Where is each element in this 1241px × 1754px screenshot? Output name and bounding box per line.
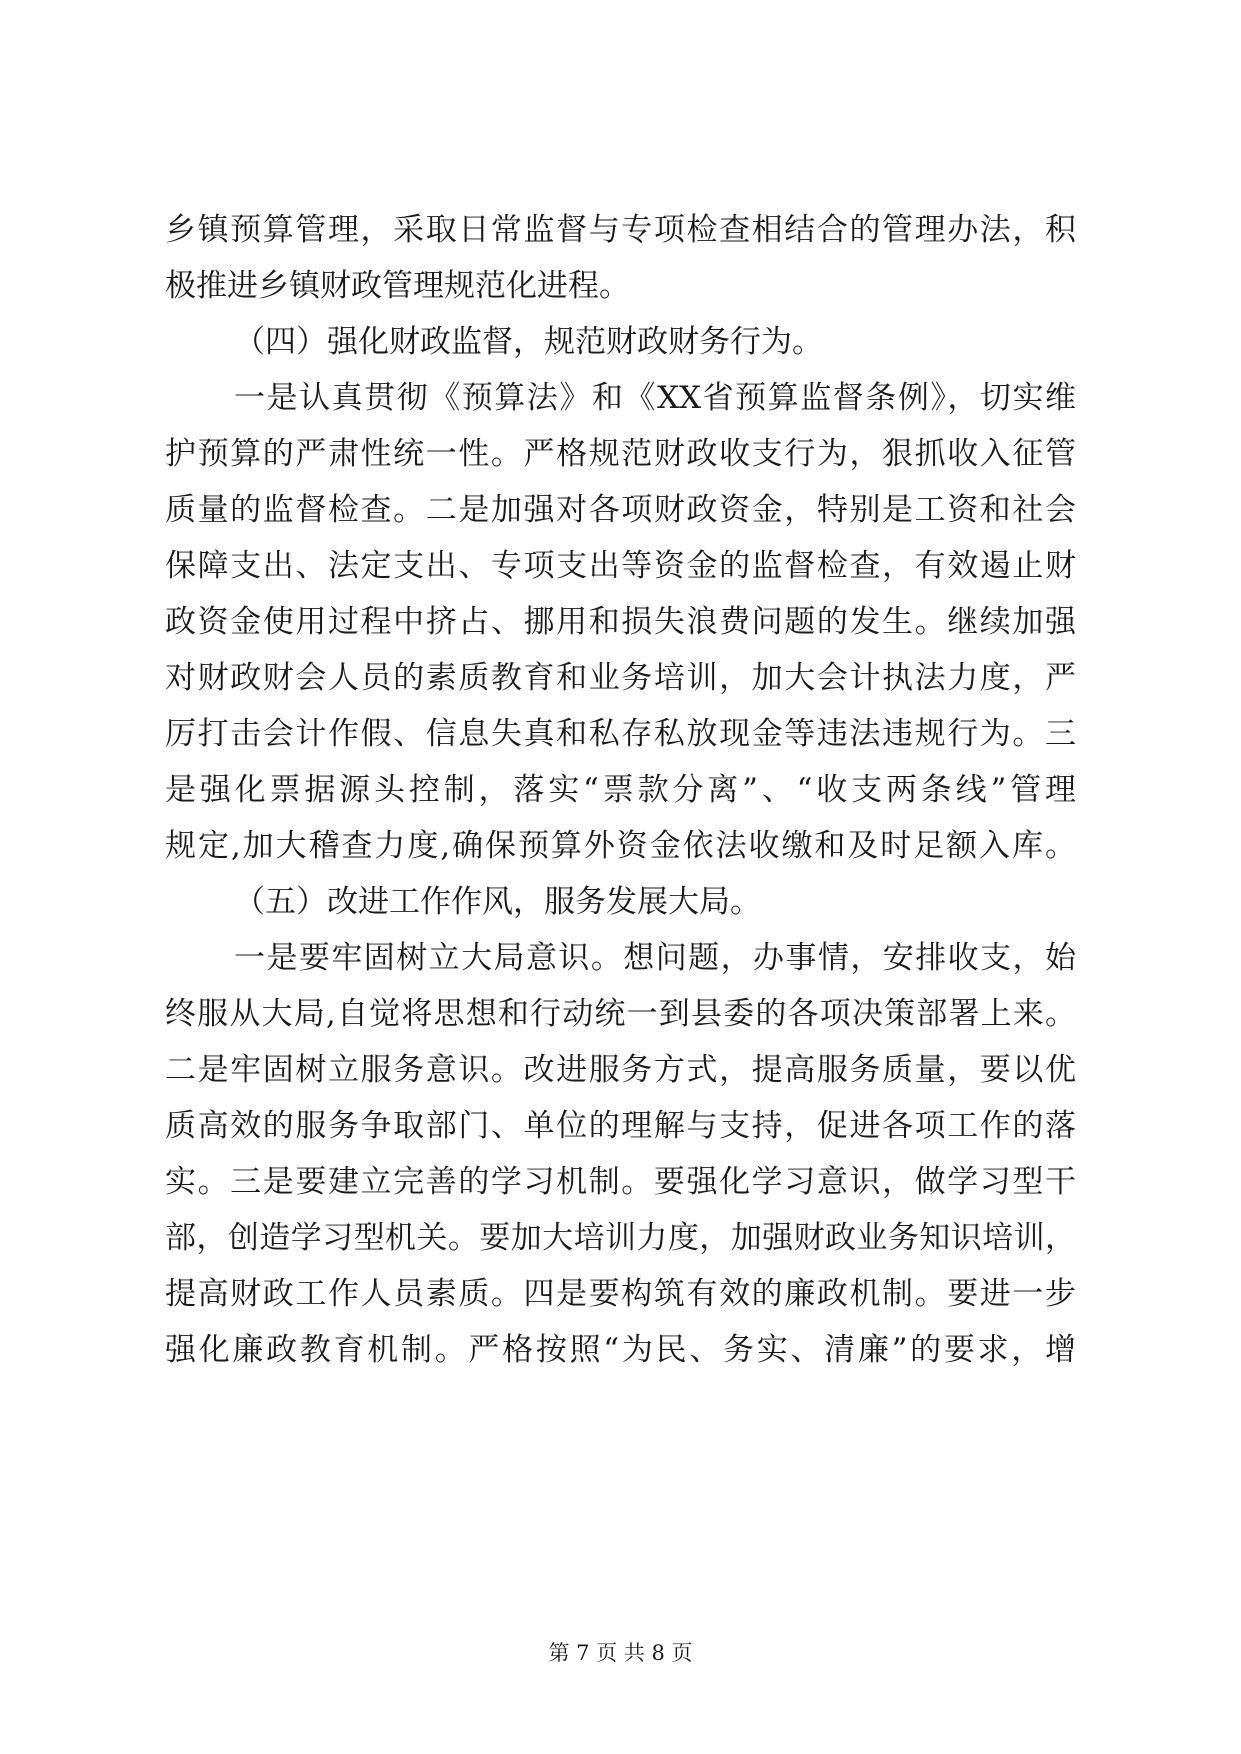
page-number-footer: 第 7 页 共 8 页: [548, 1641, 693, 1665]
text-line: 极推进乡镇财政管理规范化进程。: [165, 268, 630, 304]
text-line: 质量的监督检查。二是加强对各项财政资金，特别是工资和社会: [165, 492, 1076, 528]
section-heading-4: （四）强化财政监督，规范财政财务行为。: [234, 324, 823, 360]
text-line: 实。三是要建立完善的学习机制。要强化学习意识，做学习型干: [165, 1164, 1076, 1200]
text-line: 质高效的服务争取部门、单位的理解与支持，促进各项工作的落: [165, 1108, 1076, 1144]
text-line: 部，创造学习型机关。要加大培训力度，加强财政业务知识培训，: [165, 1220, 1076, 1256]
text-line: 提高财政工作人员素质。四是要构筑有效的廉政机制。要进一步: [165, 1276, 1076, 1312]
text-line: 规定,加大稽查力度,确保预算外资金依法收缴和及时足额入库。: [165, 828, 1076, 864]
text-line: 厉打击会计作假、信息失真和私存私放现金等违法违规行为。三: [165, 716, 1076, 752]
text-line: 二是牢固树立服务意识。改进服务方式，提高服务质量，要以优: [165, 1052, 1076, 1088]
text-line: 护预算的严肃性统一性。严格规范财政收支行为，狠抓收入征管: [165, 436, 1076, 472]
text-line: 政资金使用过程中挤占、挪用和损失浪费问题的发生。继续加强: [165, 604, 1076, 640]
text-line: 乡镇预算管理，采取日常监督与专项检查相结合的管理办法，积: [165, 212, 1076, 248]
text-line: 强化廉政教育机制。严格按照“为民、务实、清廉”的要求，增: [165, 1332, 1076, 1368]
text-line: 终服从大局,自觉将思想和行动统一到县委的各项决策部署上来。: [165, 996, 1076, 1032]
text-line: 是强化票据源头控制，落实“票款分离”、“收支两条线”管理: [165, 772, 1076, 808]
text-line: 保障支出、法定支出、专项支出等资金的监督检查，有效遏止财: [165, 548, 1076, 584]
section-heading-5: （五）改进工作作风，服务发展大局。: [234, 884, 761, 920]
text-line: 一是认真贯彻《预算法》和《XX省预算监督条例》，切实维: [234, 380, 1076, 416]
text-line: 对财政财会人员的素质教育和业务培训，加大会计执法力度，严: [165, 660, 1076, 696]
text-line: 一是要牢固树立大局意识。想问题，办事情，安排收支，始: [234, 940, 1076, 976]
